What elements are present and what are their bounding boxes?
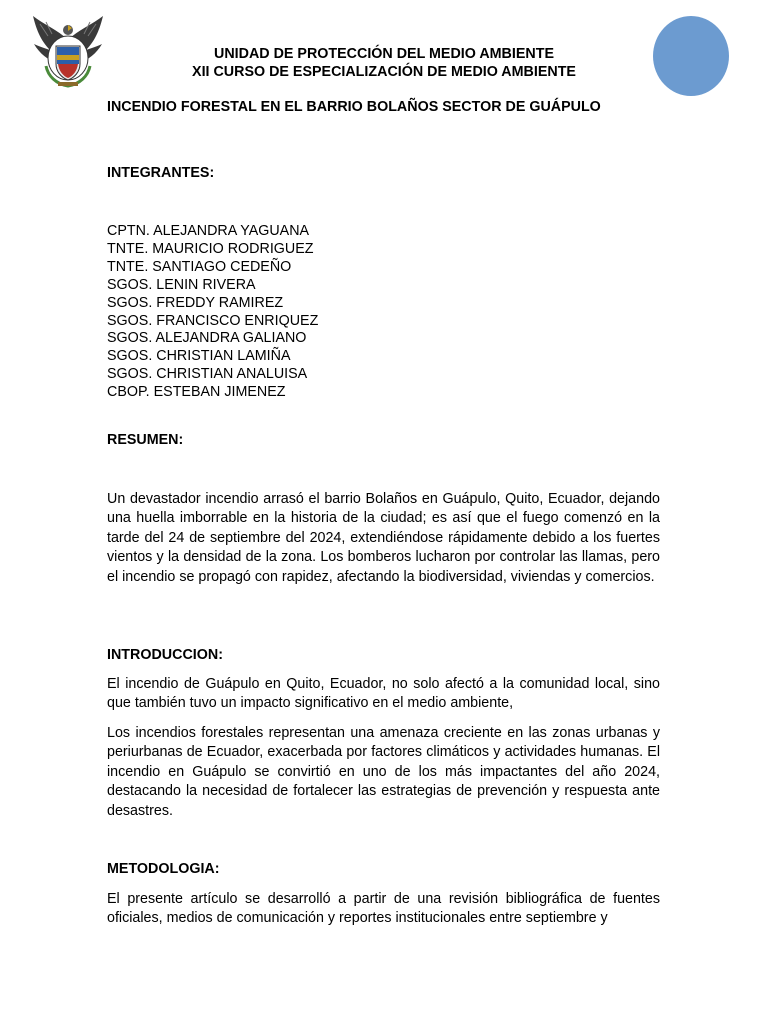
header-unit-name: UNIDAD DE PROTECCIÓN DEL MEDIO AMBIENTE <box>214 46 554 62</box>
member-item: TNTE. MAURICIO RODRIGUEZ <box>107 240 314 257</box>
member-item: SGOS. CHRISTIAN ANALUISA <box>107 366 308 383</box>
header-course-name: XII CURSO DE ESPECIALIZACIÓN DE MEDIO AMBIENTE <box>192 64 576 80</box>
document-title: INCENDIO FORESTAL EN EL BARRIO BOLAÑOS SECTOR DE GUÁPULO <box>107 99 601 115</box>
member-item: SGOS. CHRISTIAN LAMIÑA <box>107 348 291 365</box>
member-item: SGOS. FREDDY RAMIREZ <box>107 294 284 311</box>
resumen-heading: RESUMEN: <box>107 432 184 448</box>
member-item: TNTE. SANTIAGO CEDEÑO <box>107 258 292 275</box>
introduccion-paragraph-1: El incendio de Guápulo en Quito, Ecuador, no solo afectó a la comunidad local, sino que también tuvo un impacto significativo en el medio ambiente, <box>107 676 660 712</box>
introduccion-heading: INTRODUCCION: <box>107 647 223 663</box>
introduccion-paragraph-2: Los incendios forestales representan una amenaza creciente en las zonas urbanas y periurbanas de Ecuador, exacerbada por factores climáticos y actividades humanas. El incendio en Guápulo se convirtió en uno de los más impactantes del año 2024, destacando la necesidad de fortalecer las estrategias de prevención y respuesta ante desastres. <box>107 725 660 819</box>
members-list <box>107 223 318 402</box>
member-item: SGOS. FRANCISCO ENRIQUEZ <box>107 312 319 329</box>
member-item: CPTN. ALEJANDRA YAGUANA <box>107 223 310 239</box>
member-item: SGOS. LENIN RIVERA <box>107 276 256 293</box>
member-item: SGOS. ALEJANDRA GALIANO <box>107 330 307 347</box>
member-item: CBOP. ESTEBAN JIMENEZ <box>107 384 286 401</box>
metodologia-heading: METODOLOGIA: <box>107 861 220 877</box>
metodologia-paragraph: El presente artículo se desarrolló a partir de una revisión bibliográfica de fuentes oficiales, medios de comunicación y reportes institucionales entre septiembre y <box>107 891 660 927</box>
resumen-paragraph: Un devastador incendio arrasó el barrio Bolaños en Guápulo, Quito, Ecuador, dejando una huella imborrable en la historia de la ciudad; es así que el fuego comenzó en la tarde del 24 de septiembre del 2024, extendiéndose rápidamente debido a los fuertes vientos y la densidad de la zona. Los bomberos lucharon por controlar las llamas, pero el incendio se propagó con rapidez, afectando la biodiversidad, viviendas y comercios. <box>107 491 660 585</box>
integrantes-heading: INTEGRANTES: <box>107 165 215 181</box>
